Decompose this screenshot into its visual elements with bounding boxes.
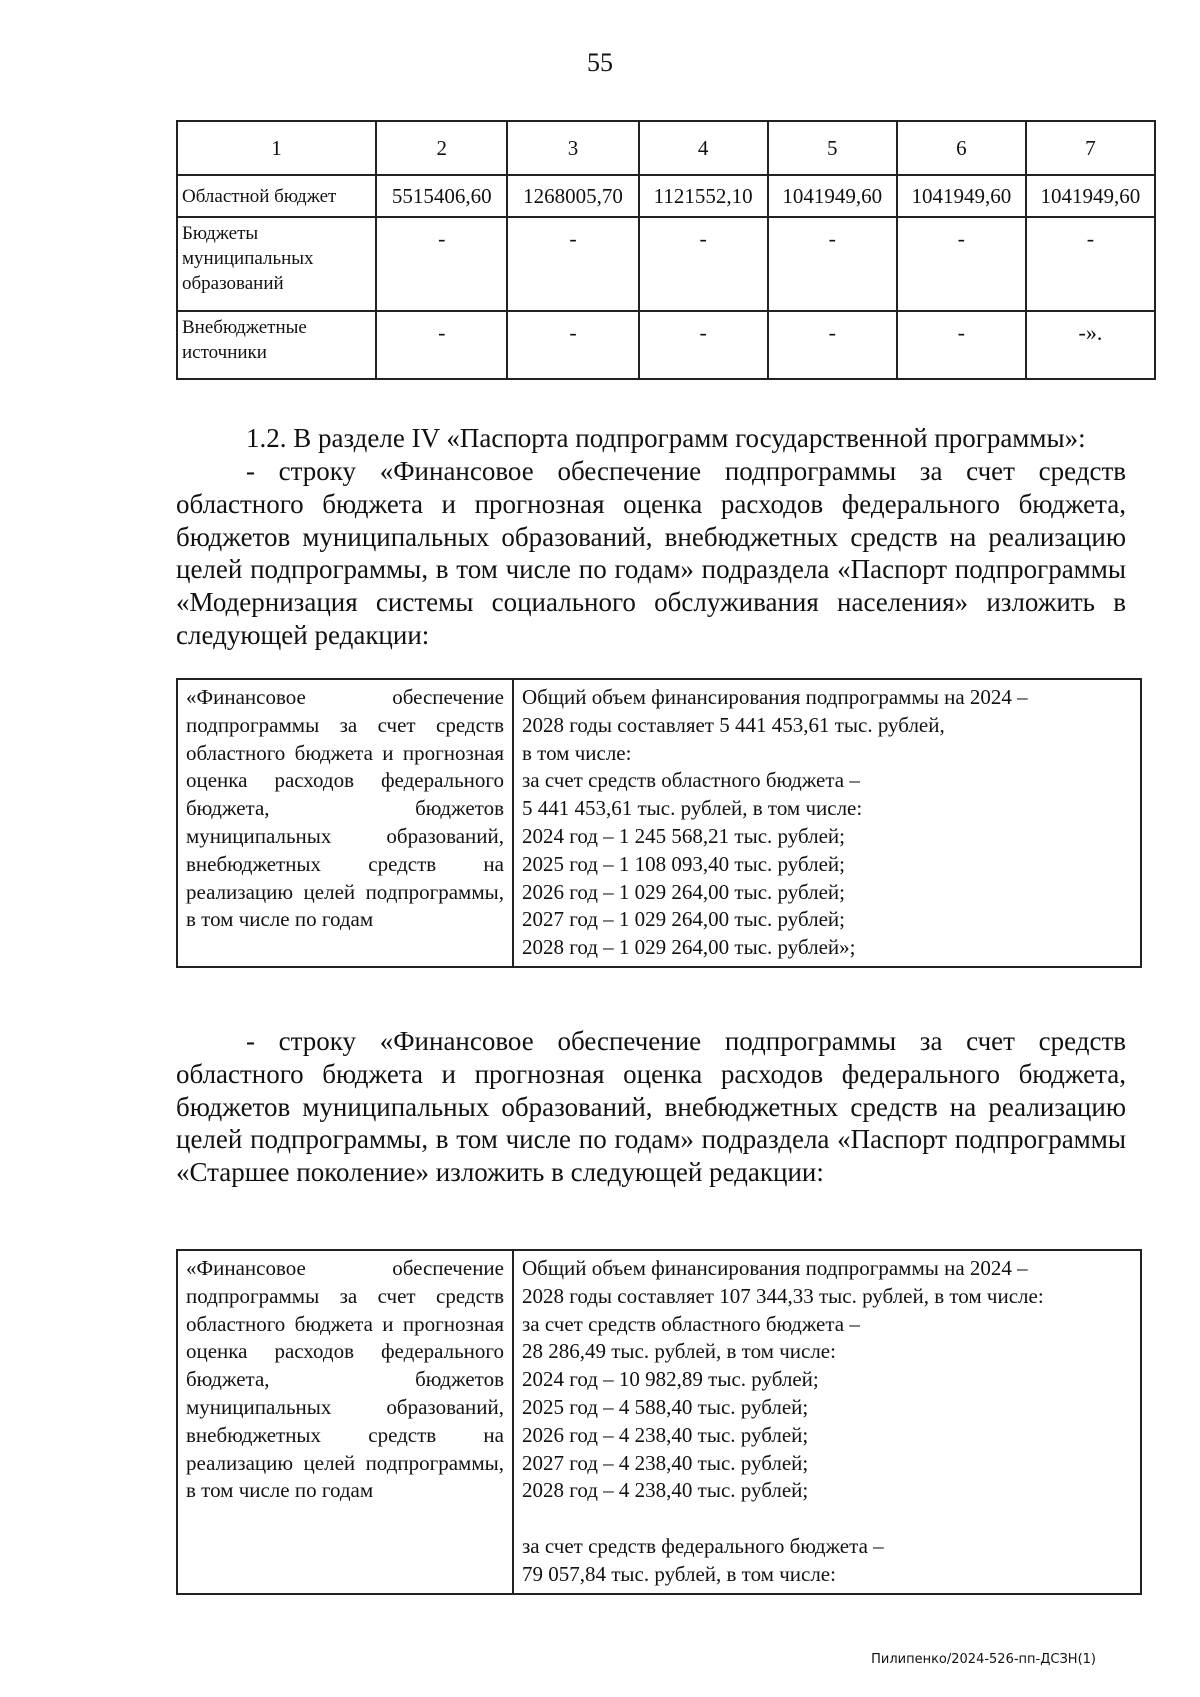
table-cell: 5515406,60 [376, 175, 507, 217]
passport-line: Общий объем финансирования подпрограммы на 2024 – [522, 1256, 1028, 1280]
passport-row [177, 679, 1141, 967]
passport-line: 2024 год – 1 245 568,21 тыс. рублей; [522, 823, 846, 848]
passport-value-cell [513, 679, 1141, 967]
table-cell: 1121552,10 [639, 175, 768, 217]
passport-line: в том числе: [522, 740, 632, 765]
passport-line: за счет средств областного бюджета – [522, 768, 860, 793]
passport-line: 2027 год – 4 238,40 тыс. рублей; [522, 1450, 809, 1475]
passport-line: 2027 год – 1 029 264,00 тыс. рублей; [522, 907, 846, 932]
table-cell: - [376, 311, 507, 379]
passport-line: 2025 год – 4 588,40 тыс. рублей; [522, 1394, 809, 1419]
column-header: 3 [507, 121, 638, 175]
table-cell: - [507, 217, 638, 311]
passport-label-cell: «Финансовое обеспечение подпрограммы за счет средств областного бюджета и прогнозная оценка расходов федерального бюджета, бюджетов муниципальных образований, внебюджетных средств на реализацию целей подпрограммы, в том числе по годам [177, 1250, 513, 1594]
passport-line: 2026 год – 1 029 264,00 тыс. рублей; [522, 879, 846, 904]
table-cell: - [897, 217, 1026, 311]
passport-table [176, 678, 1142, 968]
paragraph-text: - строку «Финансовое обеспечение подпрограммы за счет средств областного бюджета и прогнозная оценка расходов федерального бюджета, бюджетов муниципальных образований, внебюджетных средств на реализацию целей подпрограммы, в том числе по годам» подраздела «Паспорт подпрограммы «Старшее поколение» изложить в следующей редакции: [176, 1026, 1126, 1188]
passport-line: 2024 год – 10 982,89 тыс. рублей; [522, 1367, 819, 1392]
paragraph-text: - строку «Финансовое обеспечение подпрограммы за счет средств областного бюджета и прогнозная оценка расходов федерального бюджета, бюджетов муниципальных образований, внебюджетных средств на реализацию целей подпрограммы, в том числе по годам» подраздела «Паспорт подпрограммы «Модернизация системы социального обслуживания населения» изложить в следующей редакции: [176, 456, 1126, 650]
passport-line: Общий объем финансирования подпрограммы на 2024 – [522, 685, 1028, 709]
table-cell: 1041949,60 [768, 175, 897, 217]
table-cell: - [768, 311, 897, 379]
passport-line: 2026 год – 4 238,40 тыс. рублей; [522, 1422, 809, 1447]
document-footer-code: Пилипенко/2024-526-пп-ДСЗН(1) [871, 1652, 1096, 1667]
table-cell: - [639, 217, 768, 311]
passport-label-cell: «Финансовое обеспечение подпрограммы за счет средств областного бюджета и прогнозная оценка расходов федерального бюджета, бюджетов муниципальных образований, внебюджетных средств на реализацию целей подпрограммы, в том числе по годам [177, 679, 513, 967]
passport-line: 5 441 453,61 тыс. рублей, в том числе: [522, 796, 863, 821]
passport-line: 2028 годы составляет 5 441 453,61 тыс. рублей, [522, 712, 945, 737]
column-header: 6 [897, 121, 1026, 175]
column-header: 5 [768, 121, 897, 175]
passport-line: 2025 год – 1 108 093,40 тыс. рублей; [522, 851, 846, 876]
passport-line: 28 286,49 тыс. рублей, в том числе: [522, 1339, 836, 1364]
table-cell: - [897, 311, 1026, 379]
passport-line: 2028 годы составляет 107 344,33 тыс. рублей, в том числе: [522, 1283, 1044, 1308]
page-number: 55 [587, 48, 613, 77]
table-row [177, 311, 1155, 379]
column-header: 1 [177, 121, 376, 175]
table-cell: - [768, 217, 897, 311]
passport-line: за счет средств областного бюджета – [522, 1311, 860, 1336]
row-label: Внебюджетные источники [177, 311, 376, 379]
table-row [177, 175, 1155, 217]
column-header: 4 [639, 121, 768, 175]
passport-line: за счет средств федерального бюджета – [522, 1533, 884, 1558]
table-cell: 1041949,60 [1026, 175, 1155, 217]
passport-row [177, 1250, 1141, 1594]
table-cell: - [376, 217, 507, 311]
passport-line: 79 057,84 тыс. рублей, в том числе: [522, 1561, 836, 1586]
table-cell: 1268005,70 [507, 175, 638, 217]
passport-value-cell [513, 1250, 1141, 1594]
section-heading [176, 422, 1126, 455]
column-header: 7 [1026, 121, 1155, 175]
passport-line: 2028 год – 1 029 264,00 тыс. рублей»; [522, 935, 856, 960]
budget-table [176, 120, 1156, 380]
paragraph [176, 1025, 1126, 1189]
spacer [522, 1505, 1132, 1533]
paragraph [176, 455, 1126, 652]
table-cell: - [639, 311, 768, 379]
table-row [177, 217, 1155, 311]
table-cell: 1041949,60 [897, 175, 1026, 217]
table-header-row [177, 121, 1155, 175]
row-label: Бюджеты муниципальных образований [177, 217, 376, 311]
section-heading-text: 1.2. В разделе IV «Паспорта подпрограмм государственной программы»: [246, 423, 1086, 453]
table-cell: -». [1026, 311, 1155, 379]
passport-line: 2028 год – 4 238,40 тыс. рублей; [522, 1478, 809, 1503]
passport-table [176, 1249, 1142, 1595]
table-cell: - [1026, 217, 1155, 311]
table-cell: - [507, 311, 638, 379]
column-header: 2 [376, 121, 507, 175]
row-label: Областной бюджет [177, 175, 376, 217]
